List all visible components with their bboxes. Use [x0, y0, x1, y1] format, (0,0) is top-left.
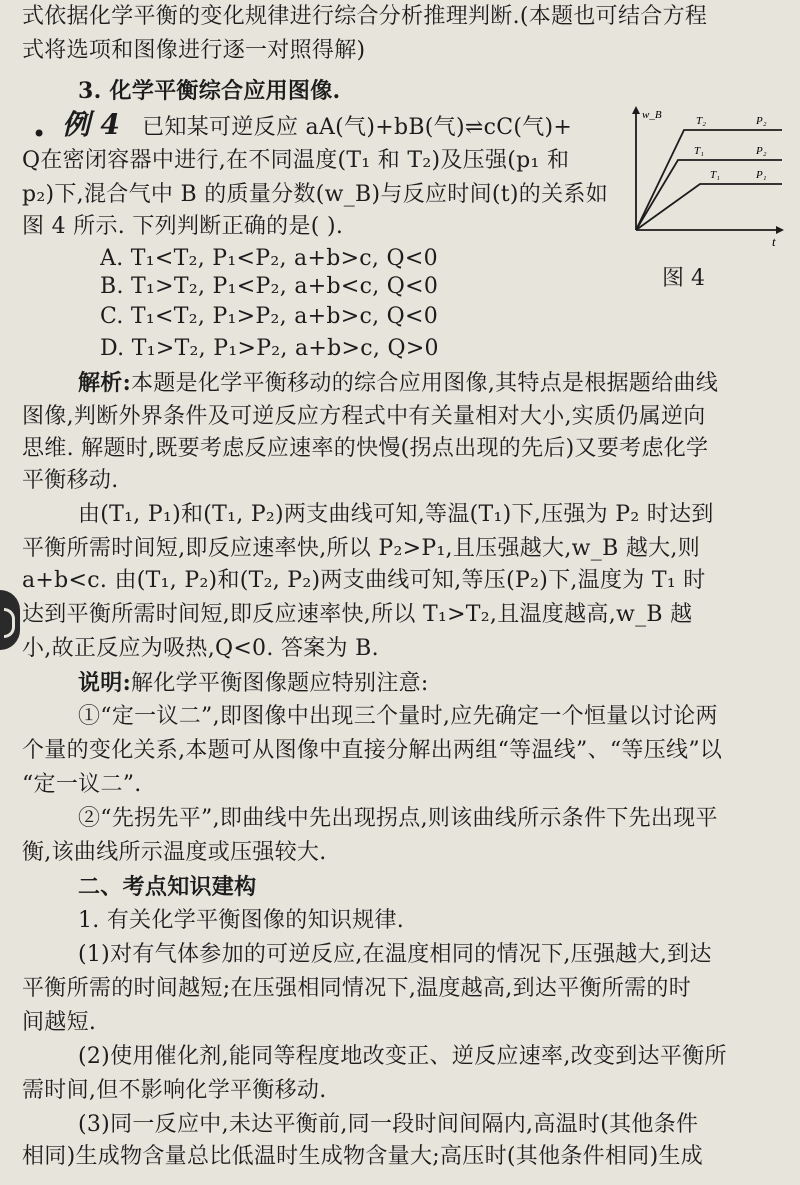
option-a: A. T₁<T₂, P₁<P₂, a+b>c, Q<0 — [100, 246, 438, 271]
example-label: 例 4 — [62, 110, 121, 141]
note-label: 说明: — [78, 670, 132, 696]
text-line: 间越短. — [22, 1010, 97, 1035]
text-line: 个量的变化关系,本题可从图像中直接分解出两组“等温线”、“等压线”以 — [22, 738, 723, 763]
text-line: p₂)下,混合气中 B 的质量分数(w_B)与反应时间(t)的关系如 — [22, 182, 609, 207]
text-line: 图 4 所示. 下列判断正确的是( ). — [22, 214, 344, 239]
text-line: (2)使用催化剂,能同等程度地改变正、逆反应速率,改变到达平衡所 — [78, 1044, 727, 1069]
text-line: “定一议二”. — [22, 772, 142, 797]
text-line: ①“定一议二”,即图像中出现三个量时,应先确定一个恒量以讨论两 — [78, 704, 718, 729]
curve-t1-p1 — [636, 184, 782, 230]
figure-caption: 图 4 — [662, 266, 705, 291]
text-line: 衡,该曲线所示温度或压强较大. — [22, 840, 327, 865]
text-line: 式将选项和图像进行逐一对照得解) — [22, 38, 366, 63]
analysis-text: 本题是化学平衡移动的综合应用图像,其特点是根据题给曲线 — [131, 371, 719, 396]
curve-label: P₂ — [756, 145, 767, 157]
curve-label: T₁ — [694, 145, 704, 157]
x-axis-label: t — [772, 234, 776, 249]
curve-label: P₂ — [756, 115, 767, 127]
figure-4-graph — [622, 102, 790, 290]
section-heading: 二、考点知识建构 — [78, 874, 257, 900]
y-axis-label: w_B — [642, 109, 662, 121]
analysis-line — [78, 368, 786, 399]
text-line: 1. 有关化学平衡图像的知识规律. — [78, 908, 405, 933]
bullet-dot: • — [32, 120, 47, 148]
text-line: 式依据化学平衡的变化规律进行综合分析推理判断.(本题也可结合方程 — [22, 4, 708, 29]
curve-label: P₁ — [756, 169, 767, 181]
text-line: 图像,判断外界条件及可逆反应方程式中有关量相对大小,实质仍属逆向 — [22, 404, 706, 429]
curve-label: T₁ — [710, 169, 720, 181]
option-d: D. T₁>T₂, P₁>P₂, a+b>c, Q>0 — [100, 336, 439, 361]
text-line: 由(T₁, P₁)和(T₁, P₂)两支曲线可知,等温(T₁)下,压强为 P₂ 时达到 — [78, 502, 714, 527]
analysis-label: 解析: — [78, 370, 132, 396]
text-line: 平衡移动. — [22, 468, 119, 493]
x-axis-arrow — [776, 226, 784, 234]
note-line — [78, 668, 786, 699]
page-edge-tab-mark — [0, 590, 20, 650]
text-line: 平衡所需的时间越短;在压强相同情况下,温度越高,到达平衡所需的时 — [22, 976, 692, 1001]
text-line: 小,故正反应为吸热,Q<0. 答案为 B. — [22, 636, 379, 661]
curve-label: T₂ — [696, 115, 706, 127]
text-line: 达到平衡所需时间短,即反应速率快,所以 T₁>T₂,且温度越高,w_B 越 — [22, 602, 693, 627]
text-line: (3)同一反应中,未达平衡前,同一段时间间隔内,高温时(其他条件 — [78, 1112, 699, 1137]
example-line — [62, 110, 622, 143]
text-line: 平衡所需时间短,即反应速率快,所以 P₂>P₁,且压强越大,w_B 越大,则 — [22, 536, 701, 561]
text-line: (1)对有气体参加的可逆反应,在温度相同的情况下,压强越大,到达 — [78, 942, 712, 967]
y-axis-arrow — [632, 106, 640, 114]
text-line: 思维. 解题时,既要考虑反应速率的快慢(拐点出现的先后)又要考虑化学 — [22, 436, 709, 461]
text-line: a+b<c. 由(T₁, P₂)和(T₂, P₂)两支曲线可知,等压(P₂)下,温度为 T₁ 时 — [22, 568, 706, 593]
section-heading: 3. 化学平衡综合应用图像. — [78, 78, 341, 104]
option-c: C. T₁<T₂, P₁>P₂, a+b>c, Q<0 — [100, 304, 439, 329]
text-line: Q在密闭容器中进行,在不同温度(T₁ 和 T₂)及压强(p₁ 和 — [22, 148, 570, 173]
example-text: 已知某可逆反应 aA(气)+bB(气)⇌cC(气)+ — [142, 115, 573, 140]
text-line: 相同)生成物含量总比低温时生成物含量大;高压时(其他条件相同)生成 — [22, 1144, 704, 1169]
text-line: 需时间,但不影响化学平衡移动. — [22, 1078, 327, 1103]
option-b: B. T₁>T₂, P₁<P₂, a+b<c, Q<0 — [100, 274, 439, 299]
note-text: 解化学平衡图像题应特别注意: — [131, 671, 429, 696]
text-line: ②“先拐先平”,即曲线中先出现拐点,则该曲线所示条件下先出现平 — [78, 806, 718, 831]
